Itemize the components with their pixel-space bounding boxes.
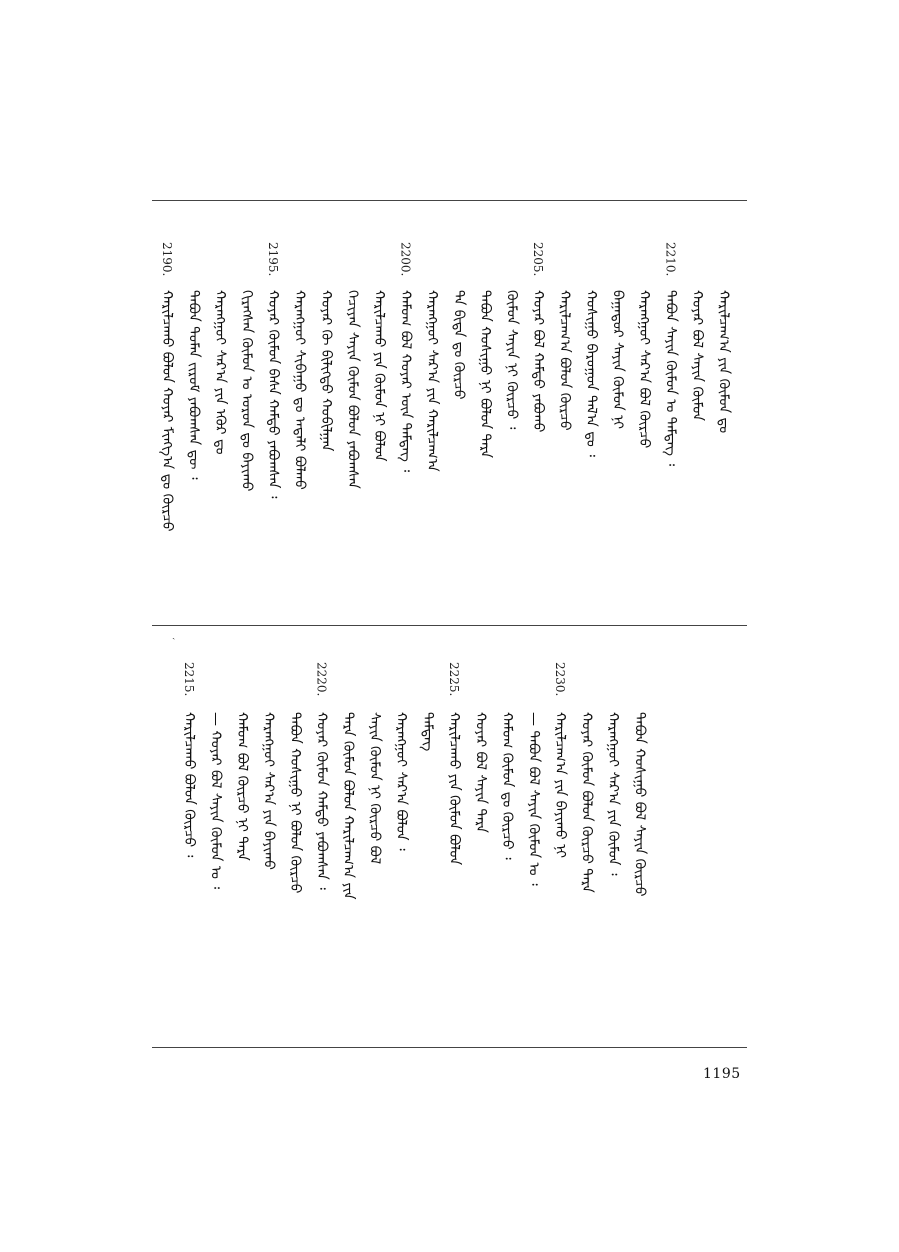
verse-line: ᠬᠠᠷᠢᠯᠴᠠᠬᠤ ᠶᠢᠨ ᠬᠦᠮᠦᠨ ᠨᠢ ᠪᠣᠯᠤᠨ bbox=[371, 290, 387, 462]
verse-line: ᠬᠣᠶᠠᠷ ᠬᠦ ᠪᠢᠯᠢᠭᠲᠦ ᠬᠤᠪᠢᠯᠭᠠᠨ bbox=[318, 290, 334, 452]
verse-line: — ᠬᠣᠶᠠᠷ ᠪᠤᠯ ᠰᠠᠶᠢᠨ ᠬᠦᠮᠦᠨ ᠤ ᠄ bbox=[207, 712, 224, 890]
verse-line: ᠬᠦᠮᠦᠨ ᠰᠠᠶᠢᠨ ᠨᠢ ᠬᠦᠷᠴᠦ ᠄ bbox=[503, 290, 520, 430]
verse-line: ᠲᠡᠷᠡ ᠬᠦᠮᠦᠨ ᠪᠣᠯᠤᠨ ᠬᠠᠷᠢᠯᠴᠠᠭ᠎ᠠ ᠶᠢᠨ bbox=[340, 712, 356, 900]
middle-rule bbox=[152, 625, 747, 626]
verse-line: ᠬᠣᠶᠠᠷ ᠪᠤᠯ ᠰᠠᠶᠢᠨ ᠲᠡᠷᠡ bbox=[472, 712, 489, 833]
verse-line: ᠬᠠᠷᠢᠯᠴᠠᠬᠤ ᠪᠣᠯᠤᠨ ᠬᠣᠶᠠᠷ ᠮᠢᠩᠭ᠎ᠠ ᠳᠤ ᠬᠦᠷᠴᠦ bbox=[159, 290, 175, 532]
line-number: 2190. bbox=[160, 242, 174, 277]
verse-line: ᠬᠠᠷᠠᠩᠭᠤᠢ ᠰᠠᠷ᠎ᠠ ᠪᠤᠯ ᠬᠦᠷᠴᠦ bbox=[636, 290, 652, 449]
top-rule bbox=[152, 200, 747, 201]
verse-line: ᠲᠡᠮᠳᠡᠭ bbox=[419, 712, 436, 752]
verse-line: ᠰᠠᠶᠢᠨ ᠬᠦᠮᠦᠨ ᠨᠢ ᠬᠦᠷᠴᠦ ᠪᠤᠯ bbox=[366, 712, 383, 865]
line-number: 2205. bbox=[531, 242, 545, 277]
verse-line: ᠬᠠᠮᠤᠭ ᠪᠤᠯ ᠬᠦᠷᠴᠦ ᠨᠢ ᠲᠡᠷᠡ bbox=[234, 712, 250, 861]
verse-line: ᠬᠠᠷᠠᠩᠭᠤᠢ ᠰᠠᠷ᠎ᠠ ᠶᠢᠨ ᠬᠠᠷᠢᠯᠴᠠᠭ᠎ᠠ bbox=[424, 290, 440, 472]
verse-line: ᠲᠡ ᠪᠢᠳᠡ ᠳᠤ ᠬᠦᠷᠴᠦ bbox=[450, 290, 467, 400]
verse-line: ᠬᠠᠷᠢᠯᠴᠠᠭ᠎ᠠ ᠶᠢᠨ ᠪᠠᠶᠢᠬᠤ ᠨᠢ bbox=[552, 712, 568, 858]
verse-line: ᠬᠣᠶᠠᠷ ᠬᠦᠮᠦᠨ ᠪᠠᠰᠠ ᠬᠠᠮᠲᠤ ᠶᠠᠪᠤᠭᠰᠠᠨ ᠄ bbox=[265, 290, 281, 499]
verse-line: ᠬᠠᠷᠠᠩᠭᠤᠢ ᠰᠢᠪᠠᠭᠤ ᠳᠤ ᠠᠳᠠᠯᠢ ᠪᠣᠯᠬᠤ bbox=[291, 290, 308, 490]
line-number: 2220. bbox=[314, 662, 329, 697]
verse-line: ᠲᠠᠪᠤᠨ ᠬᠣᠰᠢᠭᠤ ᠨᠢ ᠪᠣᠯᠤᠨ ᠲᠡᠷᠡ bbox=[477, 290, 493, 458]
verse-line: — ᠲᠠᠪᠤᠨ ᠪᠤᠯ ᠰᠠᠶᠢᠨ ᠬᠦᠮᠦᠨ ᠤ ᠄ bbox=[525, 712, 542, 886]
verse-line: ᠲᠠᠪᠤᠨ ᠰᠠᠶᠢᠨ ᠬᠦᠮᠦᠨ ᠤ ᠲᠡᠮᠳᠡᠭ ᠄ bbox=[662, 290, 679, 467]
verse-line: ᠬᠠᠷᠢᠯᠴᠠᠭ᠎ᠠ ᠶᠢᠨ ᠬᠦᠮᠦᠨ ᠳᠤ bbox=[715, 290, 732, 434]
verse-line: ᠲᠠᠪᠤᠨ ᠬᠣᠰᠢᠭᠤ ᠨᠢ ᠪᠣᠯᠤᠨ ᠬᠦᠷᠴᠦ bbox=[287, 712, 303, 894]
verse-line: ᠬᠣᠶᠠᠷ ᠪᠤᠯ ᠬᠠᠮᠲᠤ ᠶᠠᠪᠤᠬᠤ bbox=[530, 290, 546, 433]
verse-line: ᠬᠠᠷᠠᠩᠭᠤᠢ ᠰᠠᠷ᠎ᠠ ᠶᠢᠨ ᠬᠦᠮᠦᠨ ᠄ bbox=[605, 712, 621, 876]
verse-line: ᠬᠠᠷᠢᠯᠴᠠᠭ᠎ᠠ ᠪᠣᠯᠤᠨ ᠬᠦᠷᠴᠦ bbox=[556, 290, 573, 431]
line-number: 2200. bbox=[398, 242, 413, 277]
verse-line: ᠪᠠᠭᠠᠳᠤᠷ ᠰᠠᠶᠢᠨ ᠬᠦᠮᠦᠨ ᠨᠢ bbox=[609, 290, 626, 429]
line-number: 2195. bbox=[266, 242, 280, 277]
line-number: 2210. bbox=[663, 242, 678, 277]
verse-line: ᠬᠣᠰᠢᠭᠤ ᠪᠠᠷᠤᠭᠤᠨ ᠲᠠᠯ᠎ᠠ ᠳᠤ ᠄ bbox=[583, 290, 599, 457]
verse-line: ᠬᠠᠷᠢᠯᠴᠠᠬᠤ ᠪᠣᠯᠤᠨ ᠬᠦᠷᠴᠦ ᠄ bbox=[181, 712, 197, 858]
verse-line: ᠬᠠᠮᠤᠭ ᠬᠦᠮᠦᠨ ᠳᠤ ᠬᠦᠷᠴᠦ ᠄ bbox=[499, 712, 515, 860]
verse-line: ᠲᠠᠪᠤᠨ ᠬᠣᠰᠢᠭᠤ ᠪᠤᠯ ᠰᠠᠶᠢᠨ ᠬᠦᠷᠴᠦ bbox=[631, 712, 648, 897]
page-number: 1195 bbox=[703, 1066, 741, 1082]
verse-line: ᠬᠡᠴᠢᠶᠡᠨ ᠰᠠᠶᠢᠨ ᠬᠦᠮᠦᠨ ᠪᠣᠯᠤᠨ ᠶᠠᠪᠤᠭᠰᠠᠨ bbox=[344, 290, 361, 489]
verse-line: ᠬᠠᠷᠢᠯᠴᠠᠬᠤ ᠶᠢᠨ ᠬᠦᠮᠦᠨ ᠪᠣᠯᠤᠨ bbox=[446, 712, 462, 866]
line-number: 2225. bbox=[447, 662, 461, 697]
verse-line: ᠬᠣᠶᠠᠷ ᠬᠦᠮᠦᠨ ᠪᠣᠯᠤᠨ ᠬᠦᠷᠴᠦ ᠲᠡᠷᠡ bbox=[578, 712, 595, 893]
verse-line: ᠬᠠᠷᠠᠩᠭᠤᠢ ᠰᠠᠷ᠎ᠠ ᠪᠣᠯᠤᠨ ᠄ bbox=[393, 712, 409, 851]
line-number: 2215. bbox=[182, 662, 196, 697]
verse-line: ᠬᠠᠷᠠᠩᠭᠤᠢ ᠰᠠᠷ᠎ᠠ ᠶᠢᠨ ᠪᠠᠶᠢᠬᠤ bbox=[260, 712, 277, 870]
verse-line: ᠬᠠᠮᠤᠭ ᠪᠤᠯ ᠬᠣᠶᠠᠷ ᠦᠨ ᠲᠡᠮᠳᠡᠭ ᠄ bbox=[397, 290, 414, 472]
verse-line: ᠬᠠᠷᠠᠩᠭᠤᠢ ᠰᠠᠷ᠎ᠠ ᠶᠢᠨ ᠡᠭᠦᠷ ᠳᠤ bbox=[212, 290, 228, 455]
bottom-rule bbox=[152, 1047, 747, 1048]
verse-line: ᠬᠣᠶᠠᠷ ᠪᠤᠯ ᠰᠠᠶᠢᠨ ᠬᠦᠮᠦᠨ bbox=[689, 290, 705, 421]
line-number: 2230. bbox=[553, 662, 567, 697]
verse-line: ᠲᠠᠪᠤᠨ ᠲᠤᠮᠡᠨ ᠵᠢᠷᠤᠮ ᠶᠠᠪᠤᠭᠰᠠᠨ ᠳᠦ ᠄ bbox=[185, 290, 202, 480]
verse-line: ᠬᠢᠷᠡᠭᠰᠡᠨ ᠬᠦᠮᠦᠨ ᠤ ᠣᠷᠤᠨ ᠳᠤ ᠪᠠᠶᠢᠬᠤ bbox=[238, 290, 255, 492]
stray-mark: ˎ bbox=[172, 629, 176, 640]
verse-line: ᠬᠣᠶᠠᠷ ᠬᠦᠮᠦᠨ ᠬᠠᠮᠲᠤ ᠶᠠᠪᠤᠭᠰᠠᠨ ᠄ bbox=[313, 712, 330, 890]
